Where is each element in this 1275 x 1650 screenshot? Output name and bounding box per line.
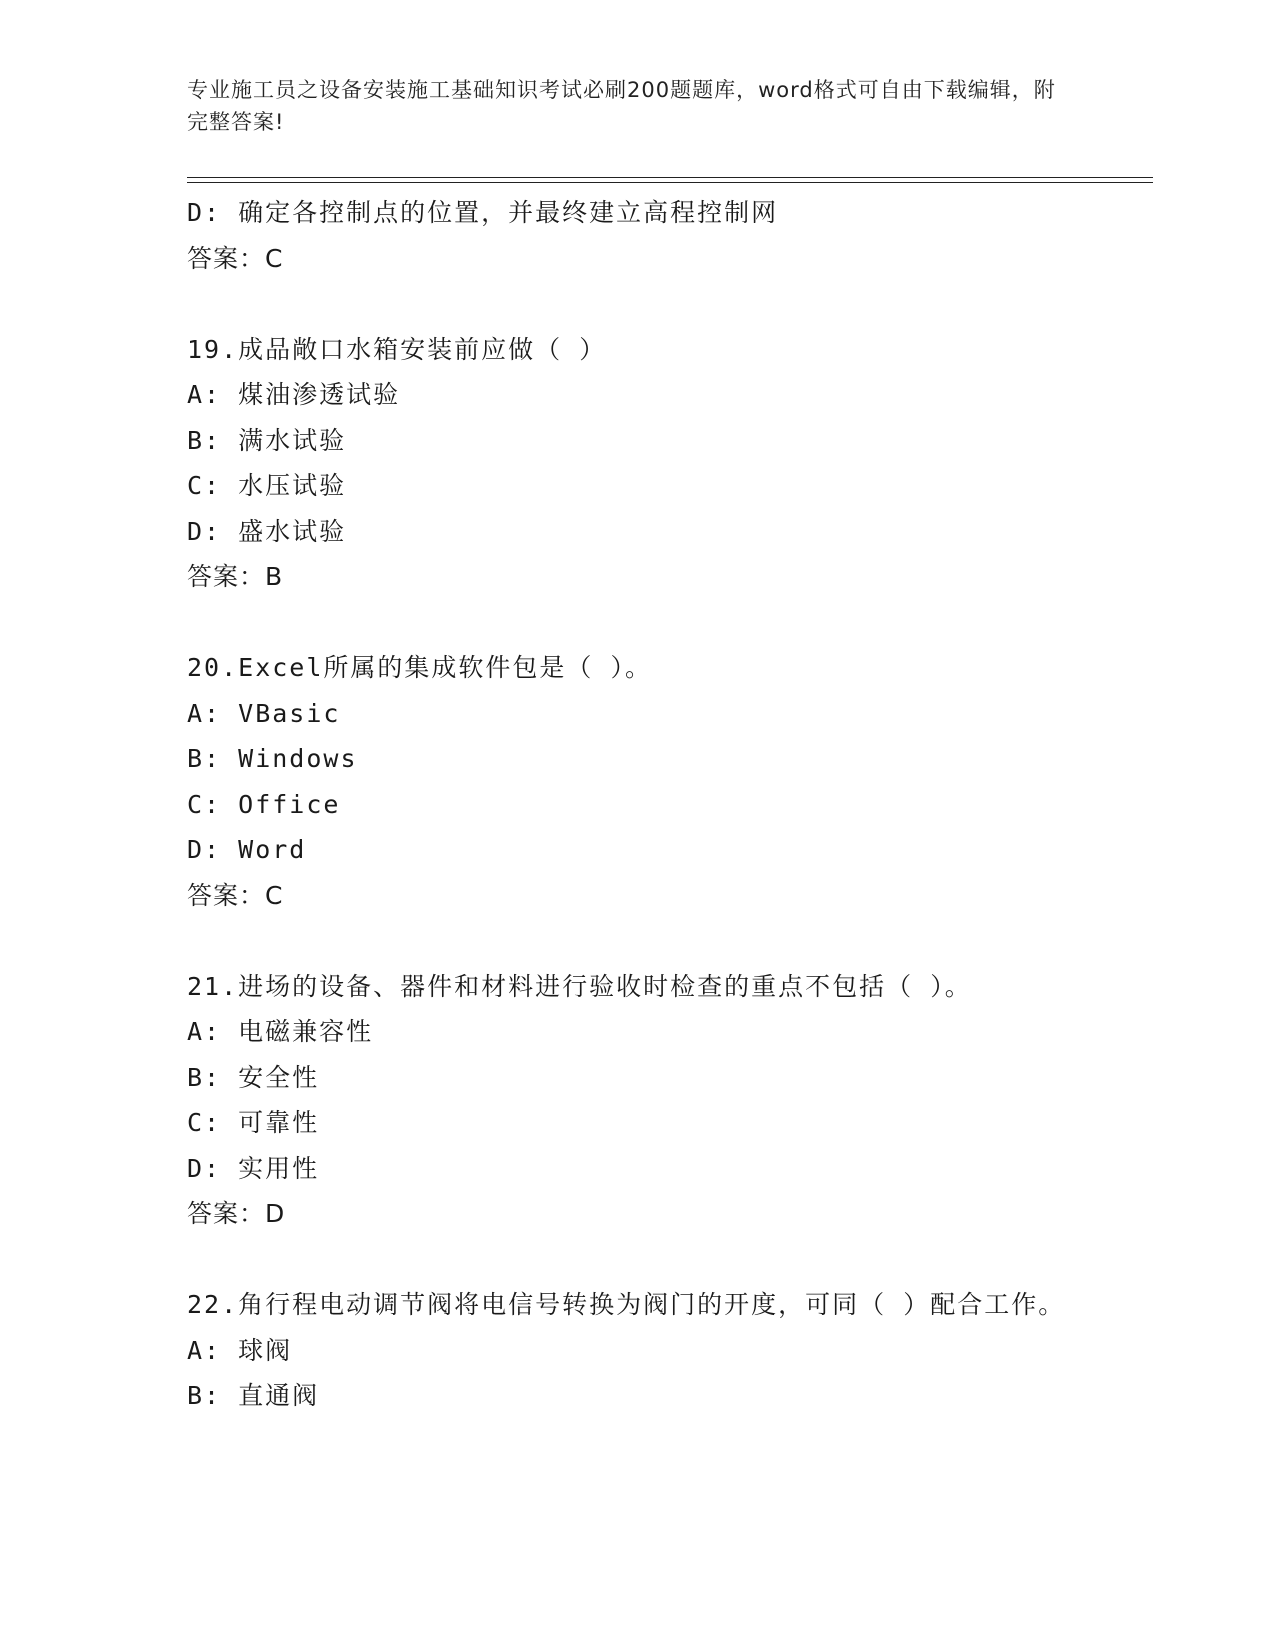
q19-question: 19.成品敞口水箱安装前应做（ ） xyxy=(187,334,607,364)
q20-answer: 答案：C xyxy=(187,880,284,910)
q20-option-b: B: Windows xyxy=(187,744,358,773)
q22-option-a: A: 球阀 xyxy=(187,1335,293,1365)
spacer xyxy=(187,281,1087,327)
q19-option-b: B: 满水试验 xyxy=(187,425,347,455)
spacer xyxy=(187,1237,1087,1283)
q19-option-a: A: 煤油渗透试验 xyxy=(187,380,401,409)
q19-option-c: C: 水压试验 xyxy=(187,471,347,500)
q21-question: 21.进场的设备、器件和材料进行验收时检查的重点不包括（ ）。 xyxy=(187,971,972,1001)
q19-option-d: D: 盛水试验 xyxy=(187,516,347,546)
spacer xyxy=(187,600,1087,646)
question-list xyxy=(187,190,1087,1419)
spacer xyxy=(187,918,1087,964)
q21-answer: 答案：D xyxy=(187,1199,286,1228)
q19-answer: 答案：B xyxy=(187,562,284,591)
q20-option-d: D: Word xyxy=(187,835,307,864)
prev-option-d: D: 确定各控制点的位置，并最终建立高程控制网 xyxy=(187,198,779,227)
header-rule-bottom xyxy=(187,182,1153,183)
q22-option-b: B: 直通阀 xyxy=(187,1381,320,1410)
prev-answer: 答案：C xyxy=(187,243,284,273)
q21-option-d: D: 实用性 xyxy=(187,1153,320,1183)
q20-option-c: C: Office xyxy=(187,789,341,819)
header-rule-top xyxy=(187,177,1153,178)
q22-question: 22.角行程电动调节阀将电信号转换为阀门的开度，可同（ ）配合工作。 xyxy=(187,1290,1066,1319)
q20-option-a: A: VBasic xyxy=(187,698,341,728)
q21-option-b: B: 安全性 xyxy=(187,1062,320,1092)
q21-option-c: C: 可靠性 xyxy=(187,1108,320,1137)
q20-question: 20.Excel所属的集成软件包是（ ）。 xyxy=(187,653,652,682)
document-header: 专业施工员之设备安装施工基础知识考试必刷200题题库，word格式可自由下载编辑，附完整答案! xyxy=(187,78,1056,134)
q21-option-a: A: 电磁兼容性 xyxy=(187,1017,374,1046)
